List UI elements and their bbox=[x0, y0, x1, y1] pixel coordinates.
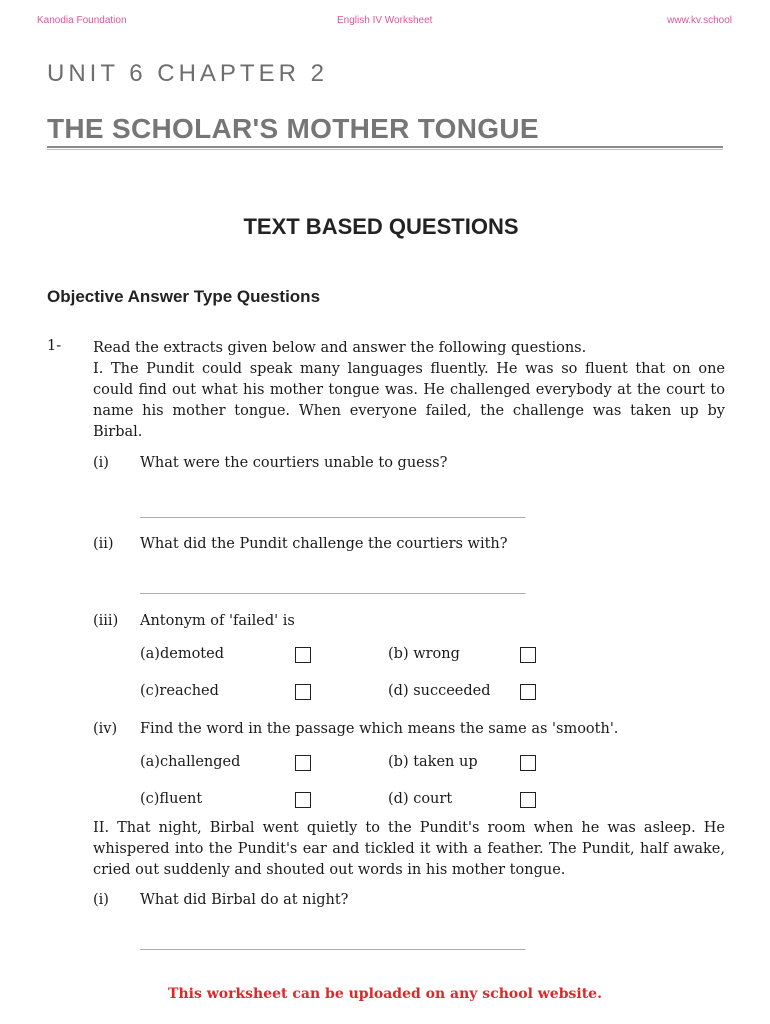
question-label: (ii) bbox=[93, 536, 114, 552]
option-checkbox[interactable] bbox=[520, 647, 536, 663]
option-checkbox[interactable] bbox=[295, 647, 311, 663]
subsection-title: Objective Answer Type Questions bbox=[47, 287, 321, 306]
unit-heading: UNIT 6 CHAPTER 2 bbox=[47, 60, 328, 87]
option-label: (b) wrong bbox=[388, 646, 460, 662]
question-number: 1- bbox=[47, 338, 62, 354]
option-label: (b) taken up bbox=[388, 754, 478, 770]
question-text: Antonym of 'failed' is bbox=[140, 613, 295, 629]
question-label: (i) bbox=[93, 892, 109, 908]
chapter-title: THE SCHOLAR'S MOTHER TONGUE bbox=[47, 113, 539, 144]
footer-note: This worksheet can be uploaded on any school website. bbox=[168, 986, 602, 1002]
answer-line[interactable]: ________________________________________________________ bbox=[140, 504, 525, 518]
extract-2: II. That night, Birbal went quietly to the Pundit's room when he was asleep. He whispered into the Pundit's ear and tickled it with a feather. The Pundit, half awake, cried out suddenly and shouted out words in his mother tongue. bbox=[93, 820, 725, 878]
title-rule-thin bbox=[47, 149, 723, 150]
answer-line[interactable]: ________________________________________________________ bbox=[140, 580, 525, 594]
option-label: (c)fluent bbox=[140, 791, 203, 807]
option-label: (a)challenged bbox=[140, 754, 241, 770]
question-text: What did Birbal do at night? bbox=[140, 892, 349, 908]
question-label: (i) bbox=[93, 455, 109, 471]
question-label: (iii) bbox=[93, 613, 119, 629]
header-center: English IV Worksheet bbox=[337, 15, 433, 26]
option-checkbox[interactable] bbox=[295, 792, 311, 808]
title-rule bbox=[47, 146, 723, 148]
section-title: TEXT BASED QUESTIONS bbox=[243, 214, 519, 239]
option-label: (c)reached bbox=[140, 683, 219, 699]
instruction: Read the extracts given below and answer the following questions. bbox=[93, 340, 587, 356]
option-label: (a)demoted bbox=[140, 646, 224, 662]
option-checkbox[interactable] bbox=[295, 755, 311, 771]
option-checkbox[interactable] bbox=[520, 792, 536, 808]
question-label: (iv) bbox=[93, 721, 118, 737]
header-right[interactable]: www.kv.school bbox=[667, 15, 732, 26]
option-label: (d) succeeded bbox=[388, 683, 491, 699]
header-left: Kanodia Foundation bbox=[37, 15, 127, 26]
question-text: What were the courtiers unable to guess? bbox=[140, 455, 448, 471]
question-text: What did the Pundit challenge the courtiers with? bbox=[140, 536, 508, 552]
extract-1: I. The Pundit could speak many languages fluently. He was so fluent that on one could find out what his mother tongue was. He challenged everybody at the court to name his mother tongue. When everyone failed, the challenge was taken up by Birbal. bbox=[93, 361, 725, 440]
question-text: Find the word in the passage which means the same as 'smooth'. bbox=[140, 721, 619, 737]
option-checkbox[interactable] bbox=[295, 684, 311, 700]
answer-line[interactable]: ________________________________________________________ bbox=[140, 936, 525, 950]
option-checkbox[interactable] bbox=[520, 684, 536, 700]
option-checkbox[interactable] bbox=[520, 755, 536, 771]
option-label: (d) court bbox=[388, 791, 453, 807]
